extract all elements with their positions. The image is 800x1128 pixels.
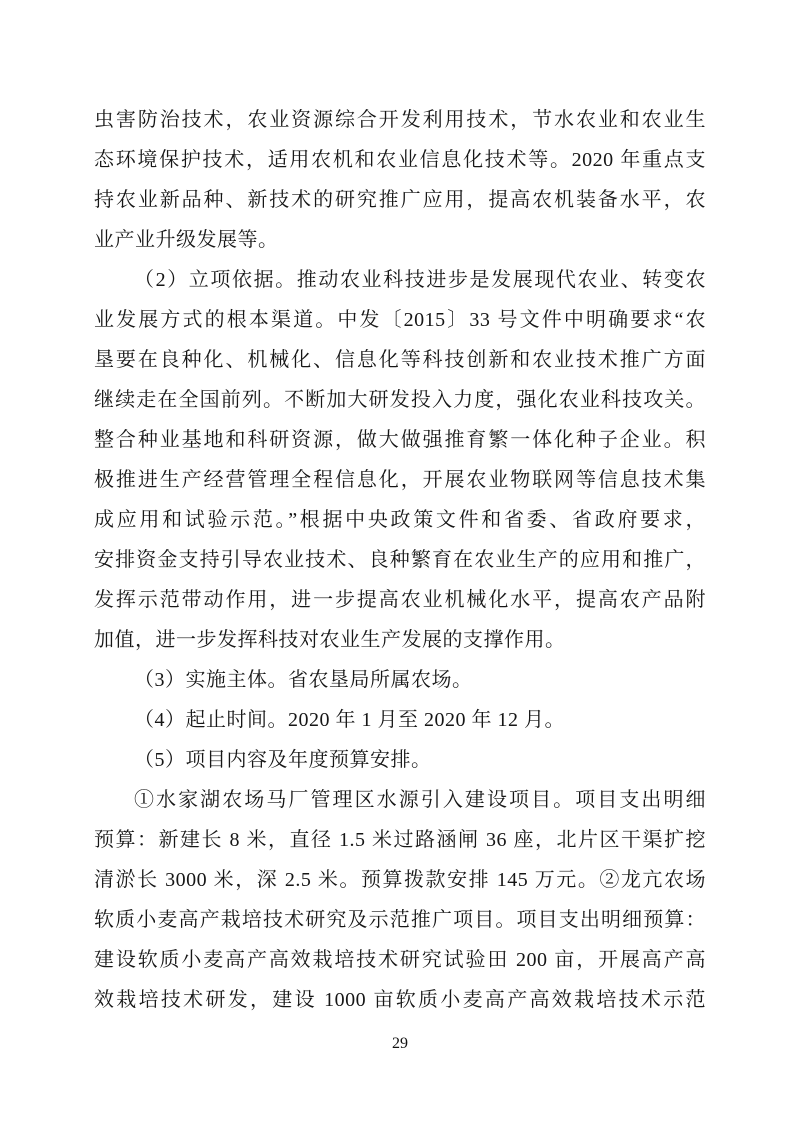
text-line: 安排资金支持引导农业技术、良种繁育在农业生产的应用和推广， xyxy=(94,549,706,571)
text-line: 建设软质小麦高产高效栽培技术研究试验田 200 亩，开展高产高 xyxy=(94,949,706,971)
text-line: ①水家湖农场马厂管理区水源引入建设项目。项目支出明细 xyxy=(134,789,706,811)
text-line: 效栽培技术研发，建设 1000 亩软质小麦高产高效栽培技术示范 xyxy=(94,989,706,1011)
text-line: 持农业新品种、新技术的研究推广应用，提高农机装备水平，农 xyxy=(94,189,706,211)
text-line: （4）起止时间。2020 年 1 月至 2020 年 12 月。 xyxy=(134,709,565,731)
text-line: 预算：新建长 8 米，直径 1.5 米过路涵闸 36 座，北片区干渠扩挖 xyxy=(94,829,706,851)
text-line: 整合种业基地和科研资源，做大做强推育繁一体化种子企业。积 xyxy=(94,429,706,451)
page-body xyxy=(94,100,706,1020)
text-line: 发挥示范带动作用，进一步提高农业机械化水平，提高农产品附 xyxy=(94,589,706,611)
text-line: 垦要在良种化、机械化、信息化等科技创新和农业技术推广方面 xyxy=(94,349,706,371)
text-line: 软质小麦高产栽培技术研究及示范推广项目。项目支出明细预算： xyxy=(94,909,706,931)
page-number: 29 xyxy=(392,1035,408,1052)
text-line: 加值，进一步发挥科技对农业生产发展的支撑作用。 xyxy=(94,629,566,651)
text-line: 成应用和试验示范。”根据中央政策文件和省委、省政府要求， xyxy=(94,509,706,531)
text-line: 态环境保护技术，适用农机和农业信息化技术等。2020 年重点支 xyxy=(94,149,706,171)
text-line: （3）实施主体。省农垦局所属农场。 xyxy=(134,669,473,691)
text-line: 清淤长 3000 米，深 2.5 米。预算拨款安排 145 万元。②龙亢农场 xyxy=(94,869,706,891)
text-line: 极推进生产经营管理全程信息化，开展农业物联网等信息技术集 xyxy=(94,469,706,491)
text-line: 业产业升级发展等。 xyxy=(94,229,279,251)
text-line: 虫害防治技术，农业资源综合开发利用技术，节水农业和农业生 xyxy=(94,109,706,131)
text-line: （2）立项依据。推动农业科技进步是发展现代农业、转变农 xyxy=(134,269,706,291)
text-line: 继续走在全国前列。不断加大研发投入力度，强化农业科技攻关。 xyxy=(94,389,706,411)
text-line: （5）项目内容及年度预算安排。 xyxy=(134,749,432,771)
text-line: 业发展方式的根本渠道。中发〔2015〕33 号文件中明确要求“农 xyxy=(94,309,706,331)
